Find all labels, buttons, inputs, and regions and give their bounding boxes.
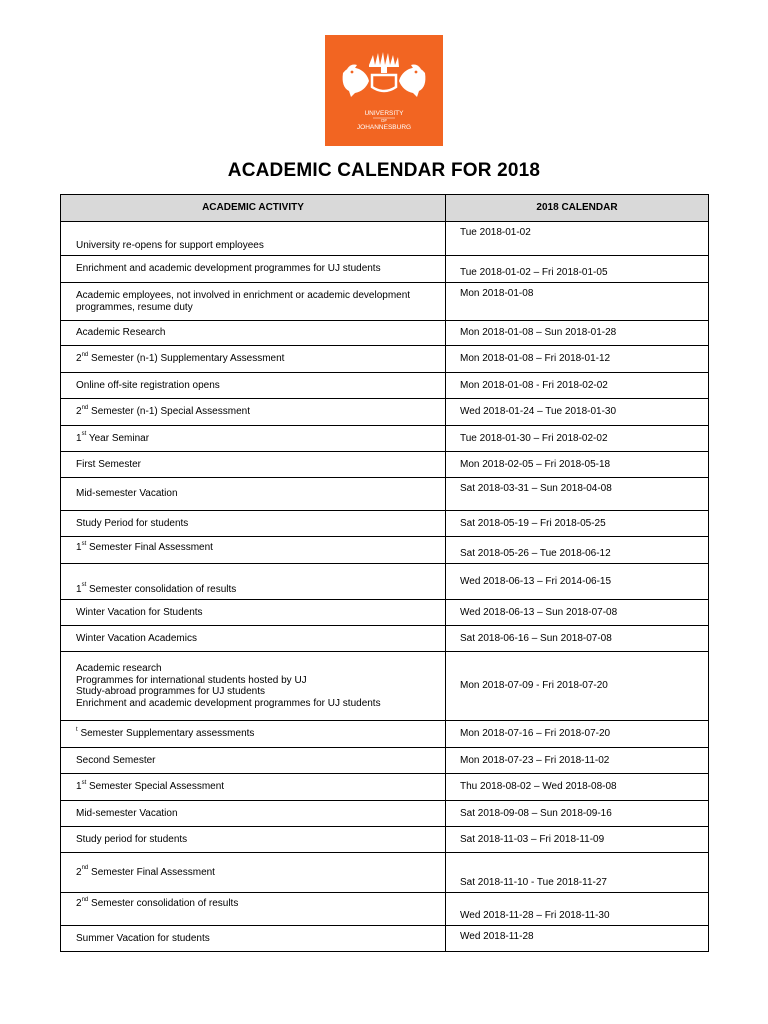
ordinal-number: 1 <box>76 542 82 553</box>
table-row <box>61 426 709 452</box>
header-2018-calendar: 2018 CALENDAR <box>446 195 709 222</box>
activity-cell <box>61 478 446 511</box>
activity-cell <box>61 346 446 373</box>
date-cell: Sat 2018-06-16 – Sun 2018-07-08 <box>446 626 709 652</box>
date-cell: Tue 2018-01-30 – Fri 2018-02-02 <box>446 426 709 452</box>
activity-text: Mid-semester Vacation <box>76 807 178 819</box>
university-logo <box>325 35 443 146</box>
logo-line3: JOHANNESBURG <box>356 124 412 131</box>
logo-line1: UNIVERSITY <box>364 110 404 117</box>
table-row <box>61 853 709 893</box>
date-cell: Wed 2018-11-28 <box>446 926 709 952</box>
activity-cell <box>61 399 446 426</box>
ordinal-suffix: nd <box>81 351 89 358</box>
activity-cell <box>61 721 446 748</box>
activity-text: Academic Research <box>76 327 166 339</box>
table-row <box>61 283 709 321</box>
activity-text: Semester consolidation of results <box>86 583 237 595</box>
activity-text: Online off-site registration opens <box>76 379 220 391</box>
activity-cell <box>61 827 446 853</box>
table-row <box>61 652 709 721</box>
table-row <box>61 774 709 801</box>
activity-cell <box>61 853 446 893</box>
table-row <box>61 626 709 652</box>
table-row <box>61 321 709 346</box>
ordinal-suffix: st <box>81 431 87 438</box>
ordinal-suffix: st <box>81 540 87 547</box>
activity-cell <box>61 283 446 321</box>
table-row <box>61 511 709 537</box>
activity-cell <box>61 373 446 399</box>
date-cell: Mon 2018-07-09 - Fri 2018-07-20 <box>446 652 709 721</box>
date-cell: Wed 2018-11-28 – Fri 2018-11-30 <box>446 893 709 926</box>
date-cell: Sat 2018-11-10 - Tue 2018-11-27 <box>446 853 709 893</box>
table-row <box>61 256 709 283</box>
activity-text: Winter Vacation for Students <box>76 606 203 618</box>
activity-cell <box>61 564 446 600</box>
ordinal-number: 1 <box>76 583 82 595</box>
ordinal-number: 2 <box>76 353 82 365</box>
activity-text: Semester Final Assessment <box>86 542 213 553</box>
logo-emblem <box>325 35 443 146</box>
activity-text: Semester consolidation of results <box>88 898 239 909</box>
activity-text: Semester Supplementary assessments <box>77 728 255 740</box>
activity-cell <box>61 652 446 721</box>
table-row <box>61 399 709 426</box>
activity-text: Summer Vacation for students <box>76 932 210 944</box>
date-cell: Mon 2018-01-08 – Fri 2018-01-12 <box>446 346 709 373</box>
date-cell: Mon 2018-02-05 – Fri 2018-05-18 <box>446 452 709 478</box>
activity-cell <box>61 626 446 652</box>
activity-cell <box>61 426 446 452</box>
table-row <box>61 537 709 564</box>
activity-text: Study Period for students <box>76 517 189 529</box>
table-row <box>61 893 709 926</box>
table-row <box>61 564 709 600</box>
activity-text: Year Seminar <box>86 432 150 444</box>
activity-cell <box>61 774 446 801</box>
table-row <box>61 827 709 853</box>
activity-text: First Semester <box>76 458 142 470</box>
ordinal-number: 2 <box>76 866 82 878</box>
activity-cell <box>61 321 446 346</box>
table-row <box>61 346 709 373</box>
ordinal-suffix: nd <box>81 865 89 872</box>
activity-text: Semester Special Assessment <box>86 781 225 793</box>
ordinal-number: 1 <box>76 432 82 444</box>
activity-text: Academic research Programmes for international students hosted by UJ Study-abroad programmes for UJ students Enrichment and academic development programmes for UJ students <box>76 663 381 709</box>
table-row <box>61 222 709 256</box>
calendar-rows <box>61 222 709 952</box>
date-cell: Tue 2018-01-02 – Fri 2018-01-05 <box>446 256 709 283</box>
date-cell: Sat 2018-05-19 – Fri 2018-05-25 <box>446 511 709 537</box>
activity-cell <box>61 256 446 283</box>
date-cell: Wed 2018-06-13 – Fri 2014-06-15 <box>446 564 709 600</box>
activity-text: Enrichment and academic development programmes for UJ students <box>76 263 381 275</box>
activity-cell <box>61 600 446 626</box>
date-cell: Thu 2018-08-02 – Wed 2018-08-08 <box>446 774 709 801</box>
activity-cell <box>61 511 446 537</box>
ordinal-number: 1 <box>76 781 82 793</box>
activity-text: Study period for students <box>76 833 188 845</box>
date-cell: Wed 2018-06-13 – Sun 2018-07-08 <box>446 600 709 626</box>
header-academic-activity: ACADEMIC ACTIVITY <box>61 195 446 222</box>
date-cell: Sat 2018-03-31 – Sun 2018-04-08 <box>446 478 709 511</box>
date-cell: Mon 2018-01-08 - Fri 2018-02-02 <box>446 373 709 399</box>
activity-cell <box>61 926 446 952</box>
activity-text: Winter Vacation Academics <box>76 632 197 644</box>
table-row <box>61 478 709 511</box>
date-cell: Sat 2018-09-08 – Sun 2018-09-16 <box>446 801 709 827</box>
date-cell: Sat 2018-05-26 – Tue 2018-06-12 <box>446 537 709 564</box>
activity-cell <box>61 452 446 478</box>
activity-cell <box>61 748 446 774</box>
activity-text: Mid-semester Vacation <box>76 488 178 500</box>
activity-cell <box>61 801 446 827</box>
activity-cell <box>61 893 446 926</box>
table-row <box>61 600 709 626</box>
date-cell: Mon 2018-07-23 – Fri 2018-11-02 <box>446 748 709 774</box>
logo-line2: OF <box>380 118 388 123</box>
ordinal-number: 2 <box>76 898 82 909</box>
table-row <box>61 373 709 399</box>
ordinal-suffix: t <box>76 726 78 733</box>
date-cell: Wed 2018-01-24 – Tue 2018-01-30 <box>446 399 709 426</box>
table-row <box>61 452 709 478</box>
activity-text: Semester (n-1) Special Assessment <box>88 406 250 418</box>
table-row <box>61 748 709 774</box>
activity-text: Second Semester <box>76 754 156 766</box>
ordinal-suffix: nd <box>81 896 89 903</box>
page-title: ACADEMIC CALENDAR FOR 2018 <box>227 160 541 181</box>
ordinal-suffix: st <box>81 582 87 589</box>
calendar-table <box>60 194 709 952</box>
activity-text: University re-opens for support employees <box>76 239 264 251</box>
table-row <box>61 721 709 748</box>
table-header-row <box>61 195 709 222</box>
activity-cell <box>61 537 446 564</box>
table-row <box>61 801 709 827</box>
activity-text: Semester (n-1) Supplementary Assessment <box>88 353 285 365</box>
ordinal-suffix: st <box>81 779 87 786</box>
date-cell: Tue 2018-01-02 <box>446 222 709 256</box>
ordinal-number: 2 <box>76 406 82 418</box>
date-cell: Mon 2018-07-16 – Fri 2018-07-20 <box>446 721 709 748</box>
activity-text: Academic employees, not involved in enrichment or academic development programmes, resume duty <box>76 290 411 313</box>
ordinal-suffix: nd <box>81 404 89 411</box>
activity-cell <box>61 222 446 256</box>
table-row <box>61 926 709 952</box>
date-cell: Mon 2018-01-08 – Sun 2018-01-28 <box>446 321 709 346</box>
date-cell: Mon 2018-01-08 <box>446 283 709 321</box>
activity-text: Semester Final Assessment <box>88 866 215 878</box>
date-cell: Sat 2018-11-03 – Fri 2018-11-09 <box>446 827 709 853</box>
